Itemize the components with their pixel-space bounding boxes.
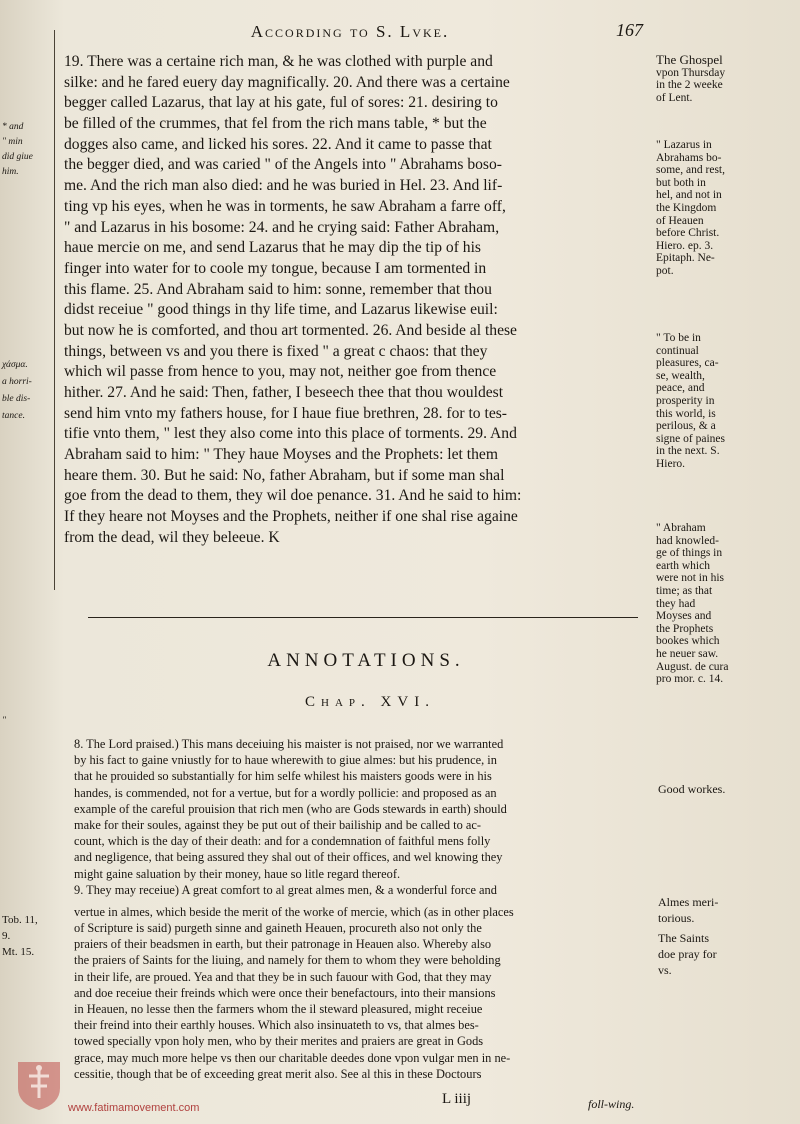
- left-margin-line: " min: [2, 137, 23, 147]
- right-margin-line: hel, and not in: [656, 189, 722, 202]
- right-margin-line: he neuer saw.: [656, 647, 719, 660]
- right-margin-line: Epitaph. Ne-: [656, 252, 715, 265]
- text-line: silke: and he fared euery day magnifically. 20. And there was a certaine: [64, 73, 510, 91]
- right-margin-line: Hiero.: [656, 457, 686, 470]
- right-margin-line: perilous, & a: [656, 420, 716, 433]
- text-line: didst receiue " good things in thy life time, and Lazarus likewise euil:: [64, 301, 498, 319]
- left-margin-mark: ": [2, 716, 6, 726]
- text-line: me. And the rich man also died: and he was buried in Hel. 23. And lif-: [64, 177, 503, 195]
- left-margin-line: ble dis-: [2, 394, 31, 404]
- right-margin-line: the Prophets: [656, 622, 714, 635]
- right-margin-line: the Kingdom: [656, 201, 717, 214]
- annotation-margin-line: The Saints: [658, 931, 709, 945]
- text-line: 19. There was a certaine rich man, & he was clothed with purple and: [64, 53, 493, 70]
- right-margin-line: they had: [656, 597, 696, 610]
- annotation-line: cessitie, though that be of exceeding great merit also. See al this in these Doctours: [74, 1066, 482, 1081]
- left-margin-note-1: [2, 122, 50, 178]
- text-line: " and Lazarus in his bosome: 24. and he crying said: Father Abraham,: [64, 218, 500, 236]
- annotation-line: example of the careful prouision that rich men (who are Gods stewards in earth) should: [74, 801, 507, 816]
- text-line: [64, 549, 656, 570]
- text-line: begger called Lazarus, that lay at his gate, ful of sores: 21. desiring to: [64, 94, 498, 112]
- almes-note: [658, 894, 768, 926]
- right-margin-line: but both in: [656, 176, 706, 189]
- annotation-line: in Heauen, no lesse then the farmers whom the il steward pleasured, might receiue: [74, 1002, 483, 1016]
- annotations-text: [74, 736, 664, 1098]
- annotation-line: that he prouided so substantially for him selfe whilest his maisters goods were in his: [74, 769, 492, 784]
- annotation-margin-line: doe pray for: [658, 947, 717, 961]
- annotation-line: [74, 1082, 664, 1098]
- right-margin-line: pleasures, ca-: [656, 357, 719, 370]
- good-workes-note: Good workes.: [658, 782, 726, 796]
- annotation-line: and negligence, that being assured they shal out of their offices, and wel knowing they: [74, 850, 503, 865]
- right-margin-line: Moyses and: [656, 610, 712, 623]
- annotations-heading: ANNOTATIONS.: [267, 650, 465, 671]
- left-margin-line: did giue: [2, 152, 33, 162]
- right-margin-line: in the next. S.: [656, 445, 720, 458]
- text-line: which wil passe from hence to you, may not, neither goe from thence: [64, 363, 497, 381]
- right-margin-line: signe of paines: [656, 432, 725, 445]
- right-margin-line: August. de cura: [656, 660, 729, 673]
- right-margin-line: earth which: [656, 559, 710, 572]
- left-margin-ref: Mt. 15.: [2, 946, 35, 958]
- scripture-text: [64, 52, 656, 569]
- right-margin-lazarus-note: [656, 139, 766, 278]
- annotation-margin-line: Almes meri-: [658, 895, 719, 909]
- annotation-line: might gaine saluation by their money, haue so litle regard thereof.: [74, 866, 401, 881]
- right-margin-line: pro mor. c. 14.: [656, 673, 724, 686]
- left-margin-line: χάσμα.: [2, 360, 28, 370]
- left-margin-ref: 9.: [2, 930, 11, 942]
- annotation-line: handes, is commended, not for a vertue, but for a wordly pollicie: and proposed as an: [74, 785, 497, 800]
- text-line: ting vp his eyes, when he was in torments, he saw Abraham a farre off,: [64, 197, 506, 215]
- annotation-line: vertue in almes, which beside the merit of the worke of mercie, which (as in other places: [74, 904, 514, 919]
- right-margin-line: were not in his: [656, 572, 725, 585]
- text-line: send him vnto my fathers house, for I haue fiue brethren, 28. for to tes-: [64, 404, 507, 422]
- text-line: heare them. 30. But he said: No, father Abraham, but if some man shal: [64, 466, 505, 484]
- right-margin-line: continual: [656, 344, 699, 357]
- right-margin-line: peace, and: [656, 382, 705, 395]
- right-margin-line: vpon Thursday: [656, 66, 726, 79]
- chapter-heading: Chap. XVI.: [305, 694, 435, 710]
- text-line: but now he is comforted, and thou art tormented. 26. And beside al these: [64, 321, 517, 339]
- text-line: goe from the dead to them, they wil doe penance. 31. And he said to him:: [64, 487, 522, 505]
- page-number: 167: [616, 20, 643, 40]
- right-margin-pleasures-note: [656, 332, 766, 471]
- text-line: things, between vs and you there is fixed " a great c chaos: that they: [64, 342, 488, 360]
- right-margin-line: this world, is: [656, 407, 716, 420]
- right-margin-line: Hiero. ep. 3.: [656, 239, 714, 252]
- right-margin-line: in the 2 weeke: [656, 79, 723, 92]
- running-header: According to S. Lvke.: [250, 22, 450, 41]
- right-margin-abraham-note: [656, 522, 766, 686]
- text-line: be filled of the crummes, that fel from the rich mans table, * but the: [64, 115, 487, 133]
- left-margin-ref: Tob. 11,: [2, 914, 38, 926]
- right-margin-gospel-note: [656, 54, 766, 104]
- annotation-line: make for their soules, against they be put out of their bailiship and be called to ac-: [74, 817, 482, 832]
- text-line: the begger died, and was caried " of the Angels into " Abrahams boso-: [64, 156, 502, 174]
- right-margin-line: " Lazarus in: [656, 139, 712, 151]
- annotation-line: their freind into their earthly houses. Which also insinuateth to vs, that almes bes-: [74, 1018, 479, 1033]
- text-line: from the dead, wil they beleeue. K: [64, 528, 280, 546]
- text-line: haue mercie on me, and send Lazarus that he may dip the tip of his: [64, 239, 481, 257]
- left-margin-line: * and: [2, 122, 24, 132]
- text-line: finger into water for to coole my tongue, because I am tormented in: [64, 259, 487, 277]
- right-margin-line: " To be in: [656, 332, 701, 344]
- text-line: If they heare not Moyses and the Prophets, neither if one shal rise againe: [64, 508, 518, 526]
- right-margin-line: bookes which: [656, 635, 720, 648]
- right-margin-line: of Lent.: [656, 91, 693, 104]
- annotation-line: and doe receiue their freinds which were once their benefactours, into their mansions: [74, 985, 496, 1000]
- right-margin-line: prosperity in: [656, 394, 715, 407]
- annotation-line: praiers of their beadsmen in earth, but their patronage in Heauen also. Whereby also: [74, 937, 492, 952]
- annotation-line: grace, may much more helpe vs then our charitable deedes done vpon vulgar men in ne-: [74, 1050, 511, 1065]
- right-margin-line: before Christ.: [656, 227, 720, 240]
- annotation-margin-line: torious.: [658, 911, 695, 925]
- right-margin-line: had knowled-: [656, 534, 719, 547]
- text-line: this flame. 25. And Abraham said to him: sonne, remember that thou: [64, 280, 492, 298]
- watermark-url: www.fatimamovement.com: [68, 1102, 200, 1114]
- right-margin-line: of Heauen: [656, 214, 704, 227]
- annotation-line: by his fact to gaine vniustly for to haue wherewith to giue almes: but his prudence, in: [74, 753, 497, 768]
- right-margin-line: The Ghospel: [656, 52, 723, 67]
- papal-crest-icon: [14, 1058, 64, 1112]
- margin-rule: [54, 30, 55, 590]
- right-margin-line: time; as that: [656, 584, 713, 597]
- right-margin-line: pot.: [656, 264, 674, 277]
- right-margin-line: Abrahams bo-: [656, 151, 722, 164]
- annotation-line: count, which is the day of their death: and for a condemnation of faithful mens folly: [74, 834, 491, 849]
- text-line: hither. 27. And he said: Then, father, I beseech thee that thou wouldest: [64, 384, 504, 401]
- signature-mark: L iiij: [442, 1091, 472, 1107]
- saints-note: [658, 930, 768, 978]
- right-margin-line: ge of things in: [656, 547, 723, 560]
- text-line: tifie vnto them, " lest they also come into this place of torments. 29. And: [64, 425, 517, 443]
- text-line: Abraham said to him: " They haue Moyses and the Prophets: let them: [64, 446, 498, 464]
- section-divider: [88, 617, 638, 618]
- left-margin-line: a horri-: [2, 377, 32, 387]
- text-line: dogges also came, and licked his sores. 22. And it came to passe that: [64, 135, 492, 153]
- right-margin-line: some, and rest,: [656, 164, 725, 177]
- left-margin-line: him.: [2, 167, 19, 177]
- annotation-line: of Scripture is said) purgeth sinne and gaineth Heauen, procureth also not only the: [74, 921, 482, 936]
- annotation-margin-line: vs.: [658, 963, 672, 977]
- annotation-line: towed specially vpon holy men, who by their merites and praiers are great in Gods: [74, 1034, 484, 1049]
- left-margin-note-2: [2, 360, 50, 422]
- left-margin-refs: [2, 912, 50, 960]
- left-margin-line: tance.: [2, 411, 25, 421]
- annotation-line: the praiers of Saints for the liuing, and namely for them to whom they were beholding: [74, 953, 501, 968]
- right-margin-line: " Abraham: [656, 522, 706, 534]
- annotation-line: 9. They may receiue) A great comfort to al great almes men, & a wonderful force and: [74, 882, 497, 897]
- annotation-line: 8. The Lord praised.) This mans deceiuing his maister is not praised, nor we warranted: [74, 737, 504, 751]
- catchword: foll-wing.: [588, 1097, 635, 1111]
- annotation-line: in their life, are proued. Yea and that they be in such fauour with God, that they may: [74, 969, 492, 984]
- right-margin-line: se, wealth,: [656, 369, 705, 382]
